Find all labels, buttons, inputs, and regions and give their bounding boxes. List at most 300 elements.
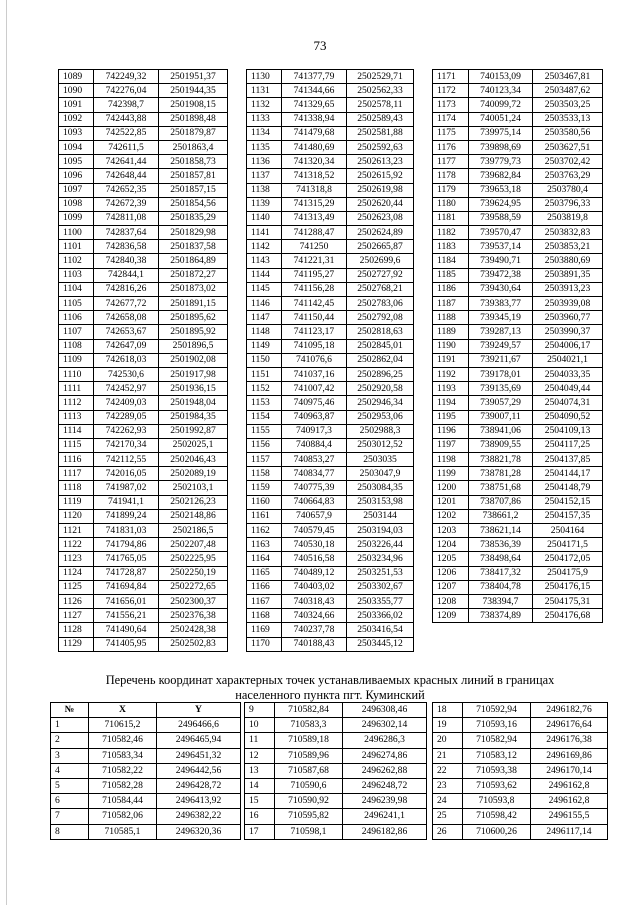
- y-coordinate: 2503194,03: [347, 524, 414, 538]
- y-coordinate: 2503234,96: [347, 552, 414, 566]
- x-coordinate: 710583,3: [275, 718, 343, 733]
- point-number: 1185: [433, 268, 469, 282]
- point-number: 1195: [433, 410, 469, 424]
- x-coordinate: 742816,26: [94, 282, 159, 296]
- table-row: [59, 580, 228, 594]
- table-row: [433, 240, 603, 254]
- table-row: [59, 637, 228, 651]
- y-coordinate: 2503533,13: [533, 112, 603, 126]
- table-row: [59, 566, 228, 580]
- table-row: [59, 594, 228, 608]
- y-coordinate: 2501891,15: [159, 297, 228, 311]
- y-coordinate: 2502272,65: [159, 580, 228, 594]
- x-coordinate: 742641,44: [94, 155, 159, 169]
- x-coordinate: 742289,05: [94, 410, 159, 424]
- point-number: 1143: [247, 254, 282, 268]
- point-number: 1182: [433, 226, 469, 240]
- y-coordinate: 2504148,79: [533, 481, 603, 495]
- x-coordinate: 739345,19: [469, 311, 533, 325]
- x-coordinate: 739588,59: [469, 211, 533, 225]
- table-row: [433, 211, 603, 225]
- y-coordinate: 2503302,67: [347, 580, 414, 594]
- y-coordinate: 2496176,38: [531, 733, 608, 748]
- point-number: 1119: [59, 495, 94, 509]
- table-row: [433, 112, 603, 126]
- x-coordinate: 739653,18: [469, 183, 533, 197]
- x-coordinate: 741076,6: [282, 353, 347, 367]
- x-coordinate: 742844,1: [94, 268, 159, 282]
- y-coordinate: 2503445,12: [347, 637, 414, 651]
- point-number: 1: [51, 718, 89, 733]
- table-row: [433, 325, 603, 339]
- x-coordinate: 739490,71: [469, 254, 533, 268]
- table-row: [247, 424, 414, 438]
- point-number: 1170: [247, 637, 282, 651]
- y-coordinate: 2503487,62: [533, 84, 603, 98]
- point-number: 1136: [247, 155, 282, 169]
- x-coordinate: 741329,65: [282, 98, 347, 112]
- x-coordinate: 710593,38: [463, 763, 531, 778]
- table-row: [433, 70, 603, 84]
- x-coordinate: 741480,69: [282, 140, 347, 154]
- point-number: 1149: [247, 339, 282, 353]
- table-row: [59, 268, 228, 282]
- x-coordinate: 740318,43: [282, 594, 347, 608]
- y-coordinate: 2503251,53: [347, 566, 414, 580]
- x-coordinate: 742522,85: [94, 126, 159, 140]
- x-coordinate: 710583,34: [89, 748, 157, 763]
- y-coordinate: 2503366,02: [347, 609, 414, 623]
- x-coordinate: 739472,38: [469, 268, 533, 282]
- y-coordinate: 2503503,25: [533, 98, 603, 112]
- x-coordinate: 739682,84: [469, 169, 533, 183]
- x-coordinate: 710593,8: [463, 794, 531, 809]
- point-number: 1120: [59, 509, 94, 523]
- point-number: 1163: [247, 538, 282, 552]
- y-coordinate: 2501902,08: [159, 353, 228, 367]
- y-coordinate: 2502376,38: [159, 609, 228, 623]
- y-coordinate: 2503990,37: [533, 325, 603, 339]
- table-row: [247, 509, 414, 523]
- x-coordinate: 742276,04: [94, 84, 159, 98]
- y-coordinate: 2503153,98: [347, 495, 414, 509]
- table-row: [433, 353, 603, 367]
- y-coordinate: 2503780,4: [533, 183, 603, 197]
- y-coordinate: 2504175,9: [533, 566, 603, 580]
- x-coordinate: 741318,8: [282, 183, 347, 197]
- y-coordinate: 2501872,27: [159, 268, 228, 282]
- x-coordinate: 739898,69: [469, 140, 533, 154]
- table-row: [247, 453, 414, 467]
- y-coordinate: 2501936,15: [159, 382, 228, 396]
- x-coordinate: 741142,45: [282, 297, 347, 311]
- x-coordinate: 739383,77: [469, 297, 533, 311]
- table-row: [59, 169, 228, 183]
- x-coordinate: 742647,09: [94, 339, 159, 353]
- y-coordinate: 2504117,25: [533, 438, 603, 452]
- coordinates-table-1: [58, 69, 228, 652]
- x-coordinate: 742840,38: [94, 254, 159, 268]
- table-row: [245, 794, 427, 809]
- point-number: 19: [433, 718, 463, 733]
- y-coordinate: 2503047,9: [347, 467, 414, 481]
- table-row: [433, 718, 608, 733]
- table-row: [247, 169, 414, 183]
- table-row: [51, 718, 241, 733]
- table-row: [247, 197, 414, 211]
- y-coordinate: 2502818,63: [347, 325, 414, 339]
- point-number: 5: [51, 778, 89, 793]
- y-coordinate: 2502896,25: [347, 367, 414, 381]
- x-coordinate: 738394,7: [469, 594, 533, 608]
- point-number: 1090: [59, 84, 94, 98]
- point-number: 1126: [59, 594, 94, 608]
- point-number: 1092: [59, 112, 94, 126]
- point-number: 1118: [59, 481, 94, 495]
- x-coordinate: 742016,05: [94, 467, 159, 481]
- y-coordinate: 2501895,92: [159, 325, 228, 339]
- point-number: 1206: [433, 566, 469, 580]
- table-row: [247, 211, 414, 225]
- y-coordinate: 2501917,98: [159, 367, 228, 381]
- point-number: 22: [433, 763, 463, 778]
- table-row: [59, 155, 228, 169]
- x-coordinate: 739007,11: [469, 410, 533, 424]
- point-number: 1115: [59, 438, 94, 452]
- table-row: [433, 524, 603, 538]
- point-number: 3: [51, 748, 89, 763]
- table-row: [245, 718, 427, 733]
- x-coordinate: 740403,02: [282, 580, 347, 594]
- y-coordinate: 2504074,31: [533, 396, 603, 410]
- point-number: 1139: [247, 197, 282, 211]
- point-number: 1186: [433, 282, 469, 296]
- point-number: 1151: [247, 367, 282, 381]
- point-number: 1128: [59, 623, 94, 637]
- point-number: 1192: [433, 367, 469, 381]
- x-coordinate: 740834,77: [282, 467, 347, 481]
- point-number: 1123: [59, 552, 94, 566]
- table-row: [433, 509, 603, 523]
- y-coordinate: 2501879,87: [159, 126, 228, 140]
- y-coordinate: 2503226,44: [347, 538, 414, 552]
- x-coordinate: 740153,09: [469, 70, 533, 84]
- point-number: 1116: [59, 453, 94, 467]
- x-coordinate: 739975,14: [469, 126, 533, 140]
- point-number: 1131: [247, 84, 282, 98]
- x-coordinate: 710600,26: [463, 824, 531, 839]
- page-number: 73: [313, 38, 327, 53]
- point-number: 24: [433, 794, 463, 809]
- point-number: 1132: [247, 98, 282, 112]
- table-row: [433, 733, 608, 748]
- table-row: [433, 809, 608, 824]
- table-row: [247, 155, 414, 169]
- table-row: [59, 211, 228, 225]
- point-number: 1156: [247, 438, 282, 452]
- y-coordinate: 2502529,71: [347, 70, 414, 84]
- table-row: [59, 453, 228, 467]
- table-row: [51, 748, 241, 763]
- x-coordinate: 742398,7: [94, 98, 159, 112]
- y-coordinate: 2502300,37: [159, 594, 228, 608]
- table-row: [247, 84, 414, 98]
- table-row: [433, 396, 603, 410]
- table-row: [247, 594, 414, 608]
- point-number: 1100: [59, 226, 94, 240]
- y-coordinate: 2501857,15: [159, 183, 228, 197]
- x-coordinate: 740579,45: [282, 524, 347, 538]
- table-row: [247, 481, 414, 495]
- red-lines-table-1-body: [51, 718, 241, 840]
- y-coordinate: 2496320,36: [157, 824, 241, 839]
- y-coordinate: 2496170,14: [531, 763, 608, 778]
- point-number: 1153: [247, 396, 282, 410]
- header-row: [51, 703, 241, 718]
- table-row: [59, 495, 228, 509]
- x-coordinate: 741377,79: [282, 70, 347, 84]
- y-coordinate: 2496182,86: [343, 824, 427, 839]
- x-coordinate: 742443,88: [94, 112, 159, 126]
- y-coordinate: 2503467,81: [533, 70, 603, 84]
- y-coordinate: 2504144,17: [533, 467, 603, 481]
- y-coordinate: 2501854,56: [159, 197, 228, 211]
- y-coordinate: 2501944,35: [159, 84, 228, 98]
- table-row: [433, 183, 603, 197]
- point-number: 1138: [247, 183, 282, 197]
- point-number: 1147: [247, 311, 282, 325]
- table-row: [245, 733, 427, 748]
- x-coordinate: 742611,5: [94, 140, 159, 154]
- table-row: [247, 268, 414, 282]
- table-row: [433, 169, 603, 183]
- x-coordinate: 740051,24: [469, 112, 533, 126]
- y-coordinate: 2502103,1: [159, 481, 228, 495]
- table-row: [247, 524, 414, 538]
- point-number: 1188: [433, 311, 469, 325]
- x-coordinate: 741250: [282, 240, 347, 254]
- point-number: 1110: [59, 367, 94, 381]
- point-number: 1190: [433, 339, 469, 353]
- x-coordinate: 710582,46: [89, 733, 157, 748]
- x-coordinate: 741095,18: [282, 339, 347, 353]
- x-coordinate: 741765,05: [94, 552, 159, 566]
- y-coordinate: 2503144: [347, 509, 414, 523]
- x-coordinate: 742452,97: [94, 382, 159, 396]
- table-row: [247, 609, 414, 623]
- x-coordinate: 710582,28: [89, 778, 157, 793]
- point-number: 14: [245, 778, 275, 793]
- table-row: [59, 197, 228, 211]
- point-number: 1178: [433, 169, 469, 183]
- table-row: [247, 112, 414, 126]
- y-coordinate: 2496248,72: [343, 778, 427, 793]
- x-coordinate: 742249,32: [94, 70, 159, 84]
- x-coordinate: 739178,01: [469, 367, 533, 381]
- point-number: 1148: [247, 325, 282, 339]
- x-coordinate: 742409,03: [94, 396, 159, 410]
- x-coordinate: 740853,27: [282, 453, 347, 467]
- table-row: [247, 240, 414, 254]
- table-row: [59, 467, 228, 481]
- x-coordinate: 710584,44: [89, 794, 157, 809]
- point-number: 1133: [247, 112, 282, 126]
- y-coordinate: 2504033,35: [533, 367, 603, 381]
- point-number: 1094: [59, 140, 94, 154]
- table-row: [59, 552, 228, 566]
- y-coordinate: 2503853,21: [533, 240, 603, 254]
- point-number: 1161: [247, 509, 282, 523]
- point-number: 1140: [247, 211, 282, 225]
- point-number: 1208: [433, 594, 469, 608]
- x-coordinate: 742677,72: [94, 297, 159, 311]
- point-number: 1179: [433, 183, 469, 197]
- y-coordinate: 2502792,08: [347, 311, 414, 325]
- scan-edge: [6, 0, 7, 905]
- point-number: 1104: [59, 282, 94, 296]
- x-coordinate: 740324,66: [282, 609, 347, 623]
- y-coordinate: 2501908,15: [159, 98, 228, 112]
- table-row: [247, 140, 414, 154]
- x-coordinate: 740530,18: [282, 538, 347, 552]
- y-coordinate: 2503763,29: [533, 169, 603, 183]
- table-row: [433, 594, 603, 608]
- x-coordinate: 710598,42: [463, 809, 531, 824]
- table-row: [433, 794, 608, 809]
- y-coordinate: 2501829,98: [159, 226, 228, 240]
- x-coordinate: 741288,47: [282, 226, 347, 240]
- section-heading-line-1: Перечень координат характерных точек устанавливаемых красных линий в границах: [105, 673, 555, 687]
- table-row: [245, 778, 427, 793]
- y-coordinate: 2502578,11: [347, 98, 414, 112]
- header-y: Y: [157, 703, 241, 718]
- point-number: 20: [433, 733, 463, 748]
- x-coordinate: 738374,89: [469, 609, 533, 623]
- point-number: 1177: [433, 155, 469, 169]
- y-coordinate: 2501864,89: [159, 254, 228, 268]
- point-number: 1102: [59, 254, 94, 268]
- y-coordinate: 2496241,1: [343, 809, 427, 824]
- x-coordinate: 741941,1: [94, 495, 159, 509]
- x-coordinate: 742170,34: [94, 438, 159, 452]
- x-coordinate: 710593,62: [463, 778, 531, 793]
- y-coordinate: 2502207,48: [159, 538, 228, 552]
- table-row: [59, 481, 228, 495]
- x-coordinate: 710582,22: [89, 763, 157, 778]
- point-number: 1127: [59, 609, 94, 623]
- table-row: [247, 297, 414, 311]
- point-number: 1196: [433, 424, 469, 438]
- table-row: [59, 353, 228, 367]
- table-row: [433, 140, 603, 154]
- table-row: [433, 268, 603, 282]
- point-number: 13: [245, 763, 275, 778]
- table-row: [51, 809, 241, 824]
- x-coordinate: 741831,03: [94, 524, 159, 538]
- table-row: [247, 282, 414, 296]
- x-coordinate: 738404,78: [469, 580, 533, 594]
- point-number: 1150: [247, 353, 282, 367]
- y-coordinate: 2503891,35: [533, 268, 603, 282]
- table-row: [59, 396, 228, 410]
- y-coordinate: 2496466,6: [157, 718, 241, 733]
- table-row: [247, 552, 414, 566]
- point-number: 7: [51, 809, 89, 824]
- table-row: [59, 84, 228, 98]
- x-coordinate: 742112,55: [94, 453, 159, 467]
- point-number: 1194: [433, 396, 469, 410]
- x-coordinate: 742262,93: [94, 424, 159, 438]
- y-coordinate: 2503880,69: [533, 254, 603, 268]
- point-number: 4: [51, 763, 89, 778]
- x-coordinate: 710582,06: [89, 809, 157, 824]
- point-number: 1164: [247, 552, 282, 566]
- x-coordinate: 710595,82: [275, 809, 343, 824]
- point-number: 1137: [247, 169, 282, 183]
- x-coordinate: 739211,67: [469, 353, 533, 367]
- x-coordinate: 742836,58: [94, 240, 159, 254]
- x-coordinate: 740917,3: [282, 424, 347, 438]
- y-coordinate: 2504006,17: [533, 339, 603, 353]
- table-row: [59, 623, 228, 637]
- table-row: [247, 580, 414, 594]
- y-coordinate: 2501992,87: [159, 424, 228, 438]
- y-coordinate: 2501948,04: [159, 396, 228, 410]
- x-coordinate: 740657,9: [282, 509, 347, 523]
- coordinates-table-1-body: [59, 70, 228, 652]
- x-coordinate: 740237,78: [282, 623, 347, 637]
- point-number: 1168: [247, 609, 282, 623]
- table-row: [433, 703, 608, 718]
- y-coordinate: 2502581,88: [347, 126, 414, 140]
- table-row: [433, 763, 608, 778]
- point-number: 1202: [433, 509, 469, 523]
- table-row: [433, 126, 603, 140]
- point-number: 10: [245, 718, 275, 733]
- table-row: [247, 382, 414, 396]
- point-number: 1176: [433, 140, 469, 154]
- x-coordinate: 741221,31: [282, 254, 347, 268]
- table-row: [247, 623, 414, 637]
- y-coordinate: 2502148,86: [159, 509, 228, 523]
- x-coordinate: 741405,95: [94, 637, 159, 651]
- point-number: 1121: [59, 524, 94, 538]
- y-coordinate: 2504164: [533, 524, 603, 538]
- y-coordinate: 2502699,6: [347, 254, 414, 268]
- table-row: [433, 609, 603, 623]
- x-coordinate: 739624,95: [469, 197, 533, 211]
- point-number: 26: [433, 824, 463, 839]
- table-row: [433, 382, 603, 396]
- x-coordinate: 738661,2: [469, 509, 533, 523]
- table-row: [59, 112, 228, 126]
- point-number: 1134: [247, 126, 282, 140]
- table-row: [59, 410, 228, 424]
- y-coordinate: 2504137,85: [533, 453, 603, 467]
- x-coordinate: 738417,32: [469, 566, 533, 580]
- x-coordinate: 741899,24: [94, 509, 159, 523]
- table-row: [433, 580, 603, 594]
- y-coordinate: 2502613,23: [347, 155, 414, 169]
- y-coordinate: 2504109,13: [533, 424, 603, 438]
- table-row: [433, 197, 603, 211]
- y-coordinate: 2504049,44: [533, 382, 603, 396]
- point-number: 1098: [59, 197, 94, 211]
- point-number: 1091: [59, 98, 94, 112]
- point-number: 1174: [433, 112, 469, 126]
- point-number: 1125: [59, 580, 94, 594]
- point-number: 1089: [59, 70, 94, 84]
